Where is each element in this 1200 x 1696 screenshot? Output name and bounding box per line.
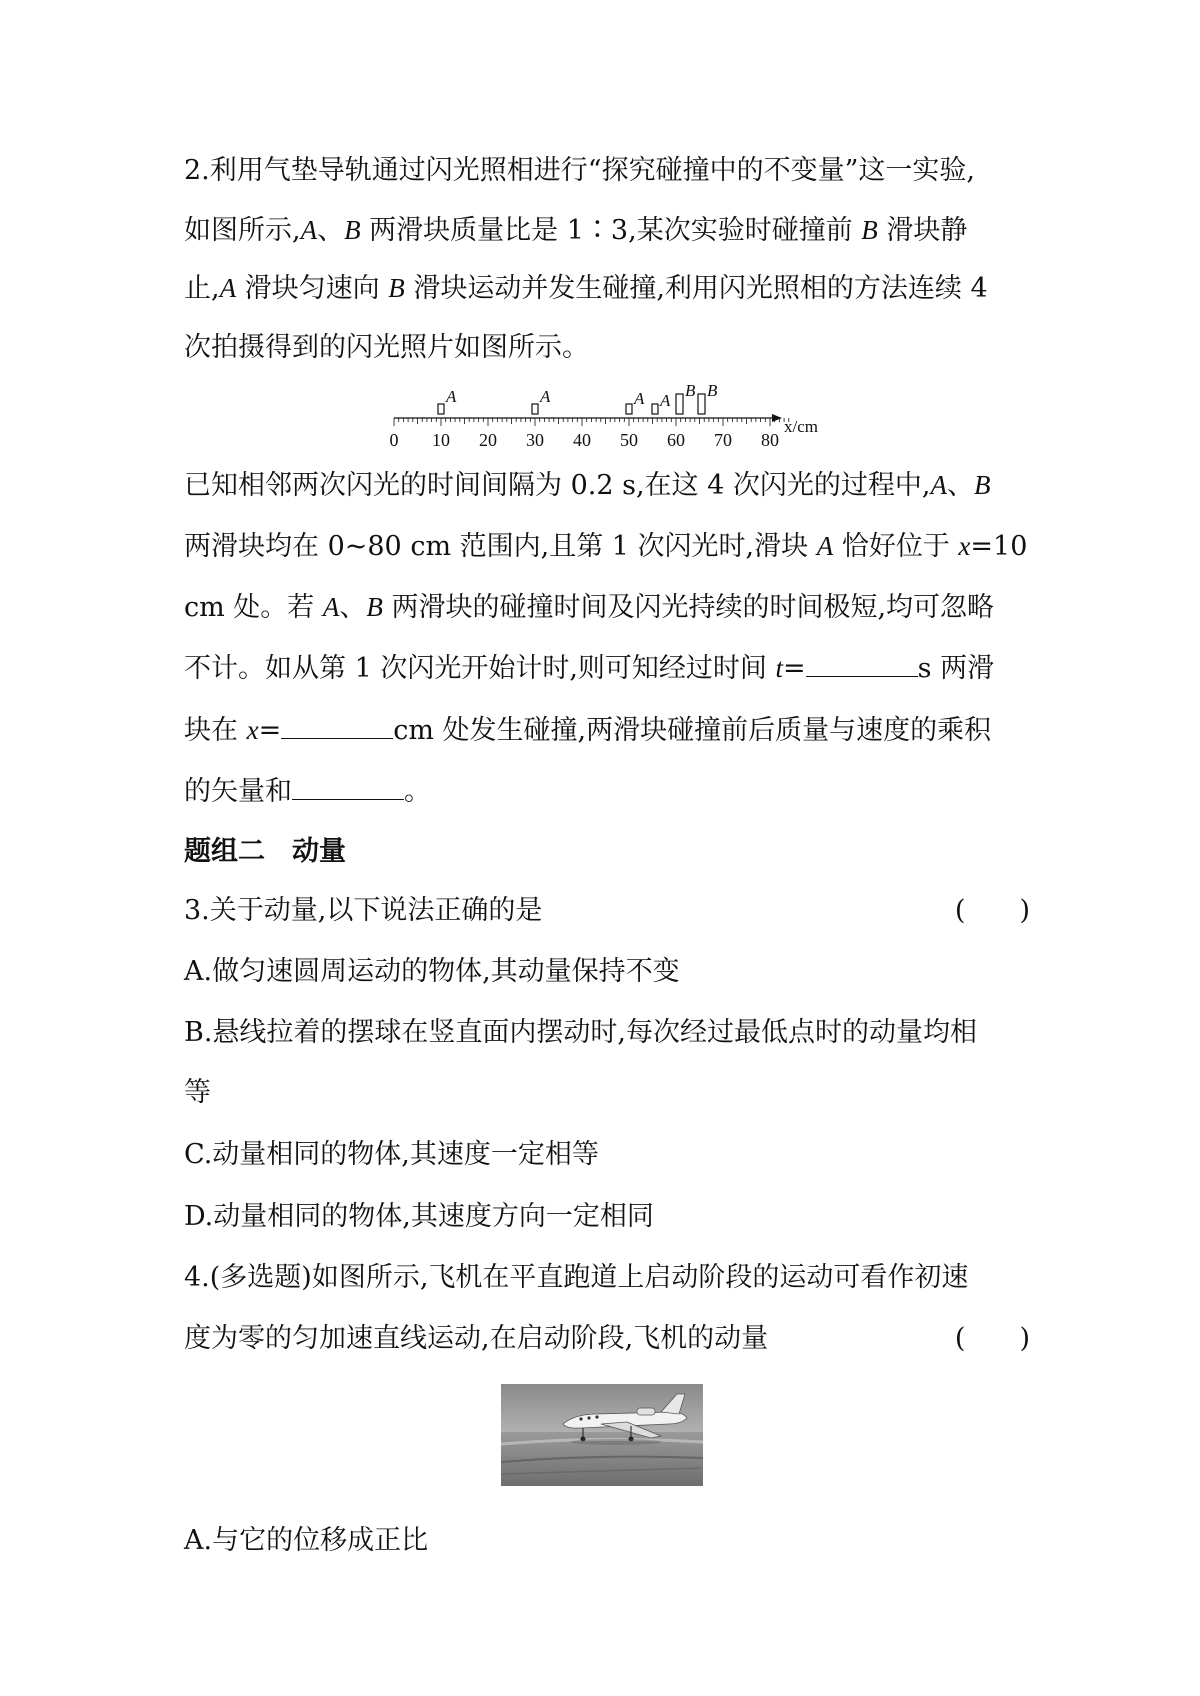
q2-line-9: 块在 x= cm 处发生碰撞,两滑块碰撞前后质量与速度的乘积 [184,712,991,749]
q3-option-d: D.动量相同的物体,其速度方向一定相同 [184,1201,654,1232]
tick-label-80: 80 [761,430,779,450]
q2-line-8: 不计。如从第 1 次闪光开始计时,则可知经过时间 t= s 两滑 [184,650,994,687]
label-a-2: A [540,387,551,406]
slider-a-4 [652,404,658,414]
q2-line-2: 如图所示,A、B 两滑块质量比是 1∶3,某次实验时碰撞前 B 滑块静 [184,215,968,246]
slider-a-3 [626,404,632,414]
q2-line-3: 止,A 滑块匀速向 B 滑块运动并发生碰撞,利用闪光照相的方法连续 4 [184,273,988,304]
label-a-1: A [446,387,457,406]
slider-a-1 [438,404,444,414]
tick-label-40: 40 [573,430,591,450]
air-track-figure [380,380,820,452]
q3-stem: 3.关于动量,以下说法正确的是 [184,895,543,926]
tick-label-0: 0 [389,430,399,450]
slider-b-2 [698,394,705,414]
label-a-4: A [660,391,671,410]
q2-line-4: 次拍摄得到的闪光照片如图所示。 [184,332,589,363]
tick-label-60: 60 [667,430,685,450]
slider-b-1 [676,394,683,414]
q2-line-5: 已知相邻两次闪光的时间间隔为 0.2 s,在这 4 次闪光的过程中,A、B [184,470,991,501]
q3-answer-paren[interactable]: ( ) [954,895,1030,926]
q4-stem-line-1: 4.(多选题)如图所示,飞机在平直跑道上启动阶段的运动可看作初速 [184,1262,969,1293]
answer-blank-time[interactable] [806,650,918,677]
label-a-3: A [634,389,645,408]
tick-label-20: 20 [479,430,497,450]
q3-option-a: A.做匀速圆周运动的物体,其动量保持不变 [184,956,680,987]
q2-line-7: cm 处。若 A、B 两滑块的碰撞时间及闪光持续的时间极短,均可忽略 [184,592,995,623]
q2-line-1: 2.利用气垫导轨通过闪光照相进行“探究碰撞中的不变量”这一实验, [184,155,975,186]
q3-option-b: B.悬线拉着的摆球在竖直面内摆动时,每次经过最低点时的动量均相 [184,1017,978,1048]
q4-option-a: A.与它的位移成正比 [184,1525,429,1556]
slider-a-2 [532,404,538,414]
tick-label-70: 70 [714,430,732,450]
tick-label-30: 30 [526,430,544,450]
q4-answer-paren[interactable]: ( ) [954,1323,1030,1354]
airplane-photo [501,1384,703,1486]
section-heading: 题组二 动量 [184,836,346,867]
q3-option-b-cont: 等 [184,1077,211,1108]
q3-option-c: C.动量相同的物体,其速度一定相等 [184,1139,599,1170]
label-b-1: B [685,381,696,400]
ruler [394,414,782,422]
q4-stem-line-2: 度为零的匀加速直线运动,在启动阶段,飞机的动量 [184,1323,769,1354]
label-b-2: B [707,381,718,400]
answer-blank-momentum[interactable] [292,773,404,800]
q2-line-6: 两滑块均在 0~80 cm 范围内,且第 1 次闪光时,滑块 A 恰好位于 x=10 [184,531,1028,562]
tick-label-50: 50 [620,430,638,450]
axis-label: x/cm [784,417,818,436]
q2-line-10: 的矢量和 。 [184,773,431,810]
tick-label-10: 10 [432,430,450,450]
answer-blank-position[interactable] [281,712,393,739]
